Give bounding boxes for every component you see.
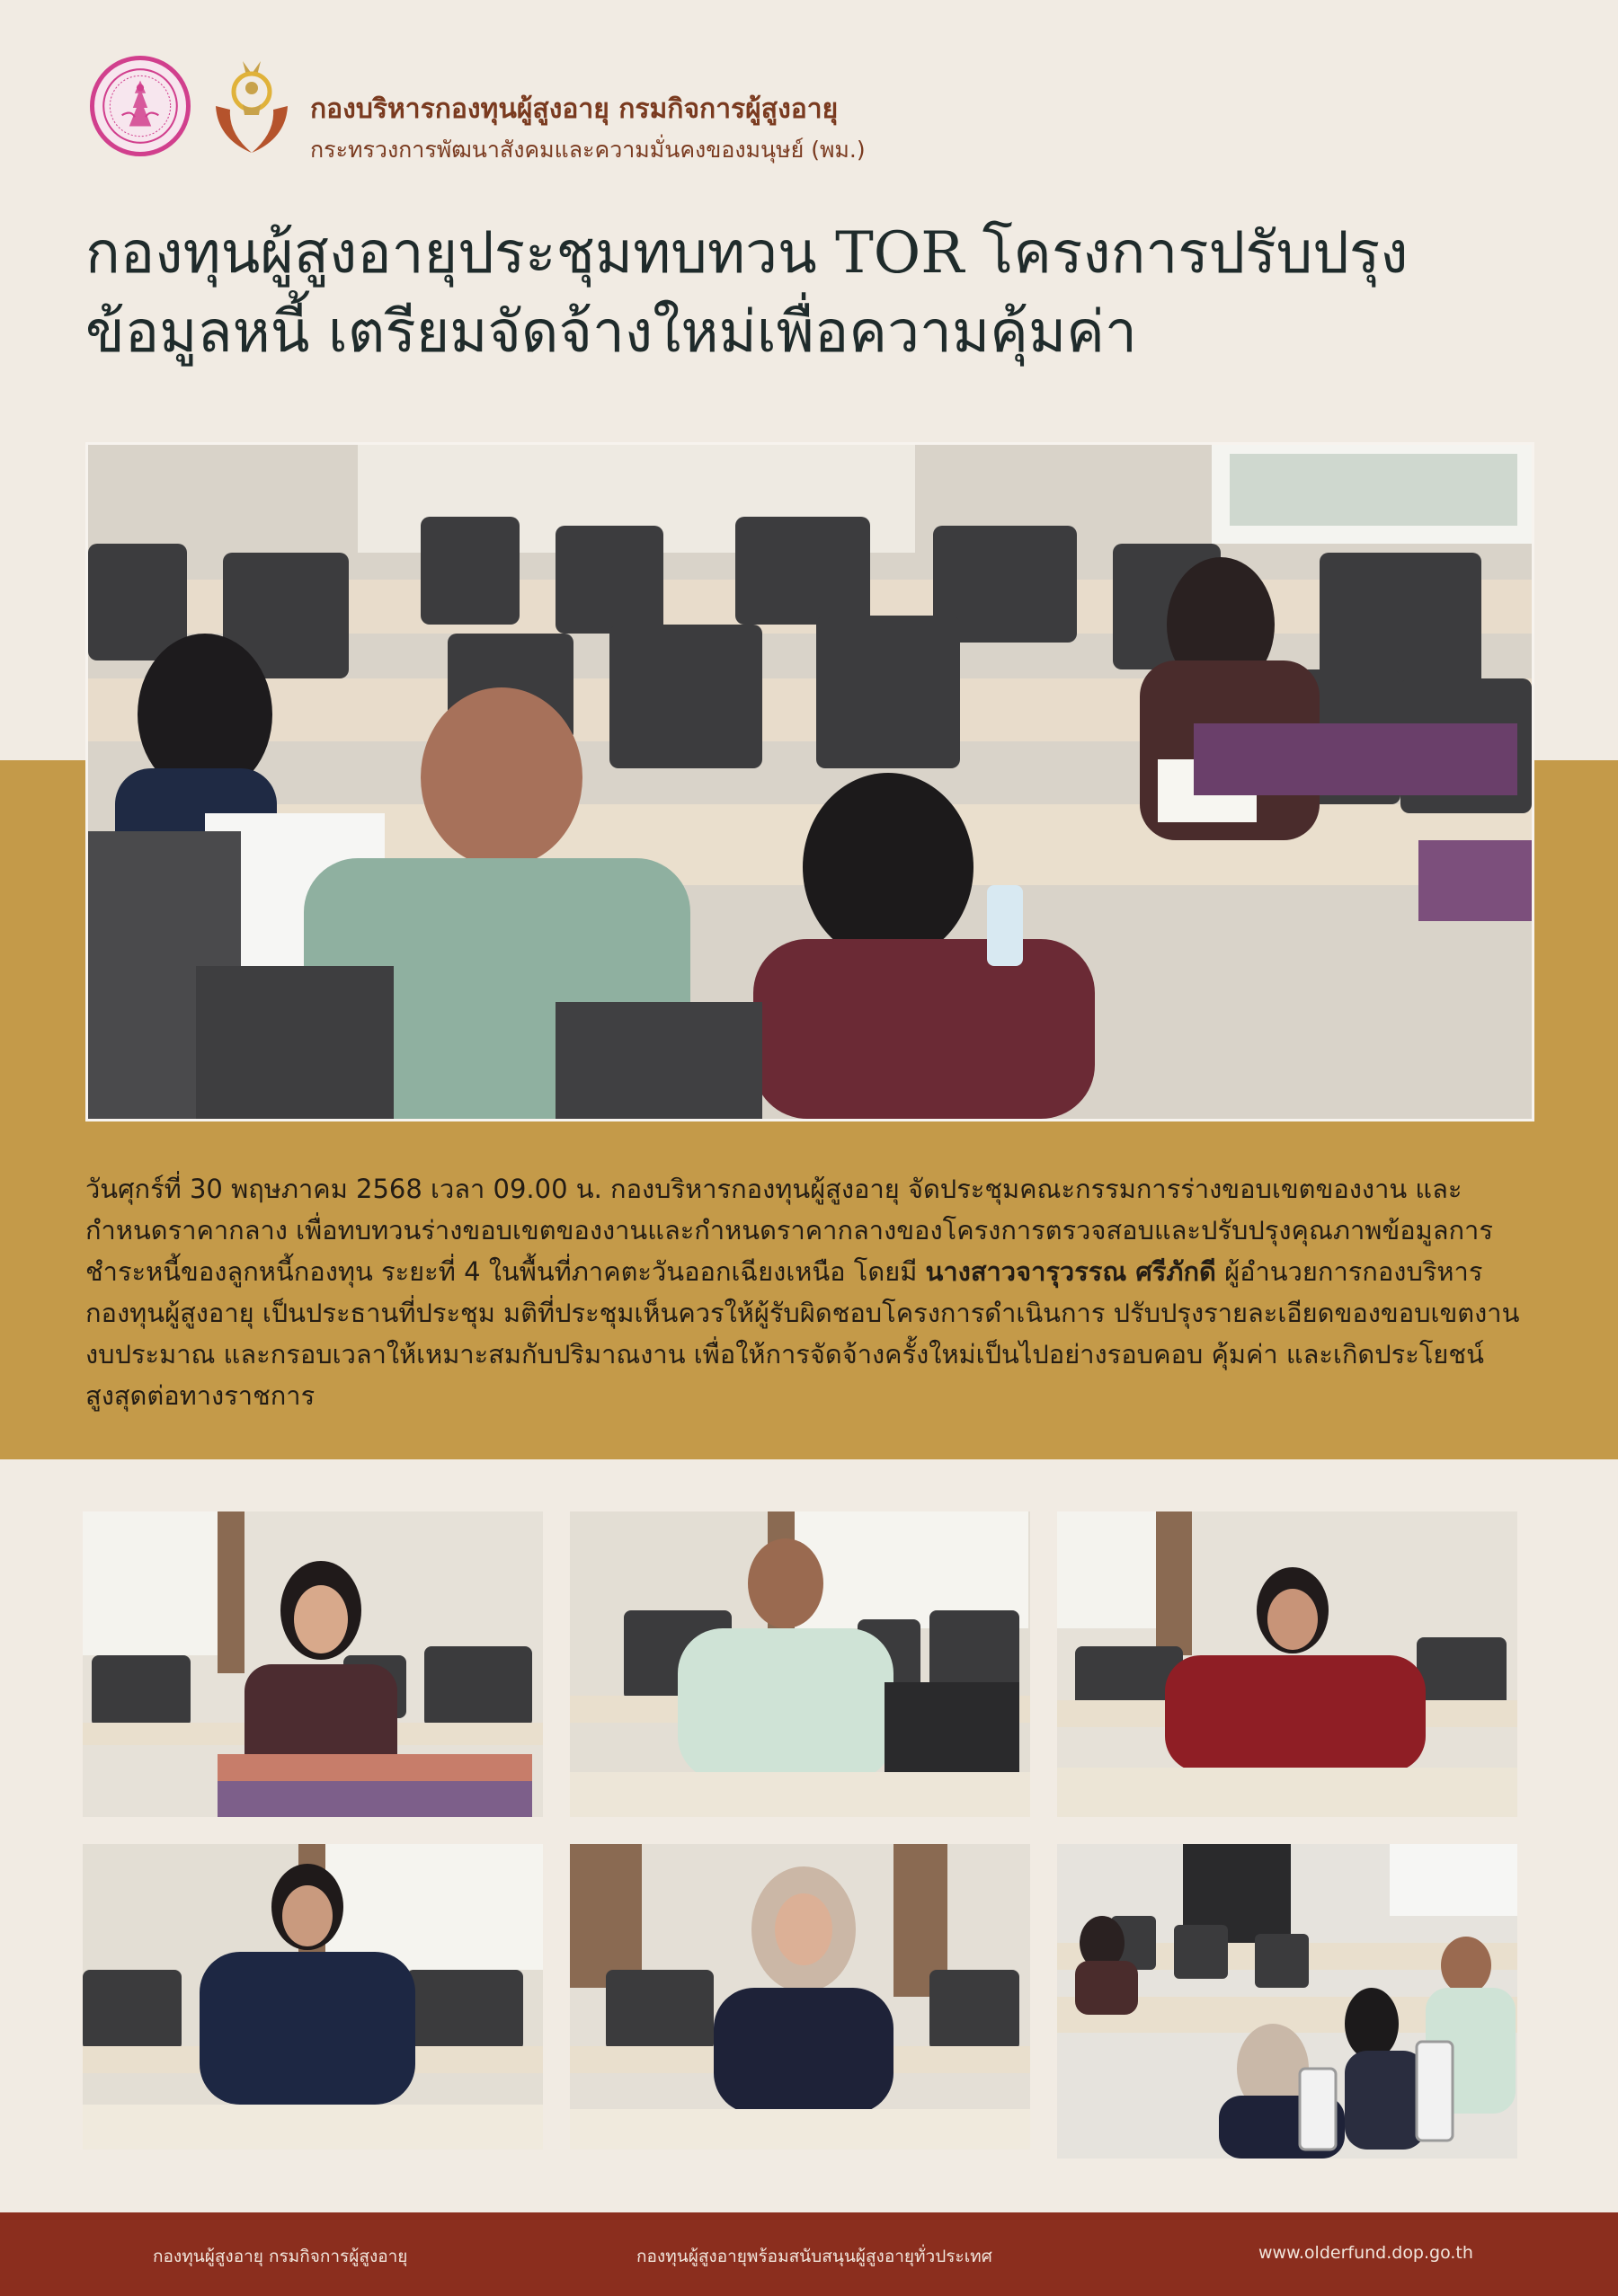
footer-left-text: กองทุนผู้สูงอายุ กรมกิจการผู้สูงอายุ: [153, 2247, 408, 2266]
ministry-name: กระทรวงการพัฒนาสังคมและความมั่นคงของมนุษย์ (พม.): [310, 137, 866, 163]
footer-bar: [0, 2212, 1618, 2296]
photo-woman-reading-documents: [83, 1511, 543, 1817]
article-text-part-2: ผู้อำนวยการกองบริหารกองทุนผู้สูงอายุ เป็นประธานที่ประชุม มติที่ประชุมเห็นควรให้ผู้รับผิดชอบโครงการดำเนินการ ปรับปรุงรายละเอียดของขอบเขตงาน งบประมาณ และกรอบเวลาให้เหมาะสมกับปริมาณงาน เพื่อให้การจัดจ้างครั้งใหม่เป็นไปอย่างรอบคอบ คุ้มค่า และเกิดประโยชน์สูงสุดต่อทางราชการ: [85, 1256, 1520, 1411]
photo-woman-navy-shirt: [83, 1844, 543, 2150]
footer-website-link[interactable]: www.olderfund.dop.go.th: [1258, 2243, 1473, 2263]
photo-meeting-room-overview: [1057, 1844, 1517, 2159]
headline-line-1: กองทุนผู้สูงอายุประชุมทบทวน TOR โครงการปรับปรุง: [85, 220, 1409, 287]
chairperson-name: นางสาวจารุวรรณ ศรีภักดี: [925, 1256, 1216, 1287]
older-fund-logo: [209, 56, 295, 160]
photo-woman-hijab: [570, 1844, 1030, 2150]
photo-man-at-laptop: [570, 1511, 1030, 1817]
headline: [85, 214, 1578, 372]
photo-woman-red-shirt: [1057, 1511, 1517, 1817]
article-body: [85, 1168, 1537, 1416]
article-text-part-1: วันศุกร์ที่ 30 พฤษภาคม 2568 เวลา 09.00 น. กองบริหารกองทุนผู้สูงอายุ จัดประชุมคณะกรรมการร่างขอบเขตของงาน และกำหนดราคากลาง เพื่อทบทวนร่างขอบเขตของงานและกำหนดราคากลางของโครงการตรวจสอบและปรับปรุงคุณภาพข้อมูลการชำระหนี้ของลูกหนี้กองทุน ระยะที่ 4 ในพื้นที่ภาคตะวันออกเฉียงเหนือ โดยมี: [85, 1174, 1493, 1287]
footer-slogan: กองทุนผู้สูงอายุพร้อมสนับสนุนผู้สูงอายุทั่วประเทศ: [636, 2247, 992, 2266]
headline-line-2: ข้อมูลหนี้ เตรียมจัดจ้างใหม่เพื่อความคุ้มค่า: [85, 299, 1137, 366]
main-meeting-photo: [85, 442, 1534, 1121]
ministry-emblem-logo: [90, 56, 191, 156]
organization-name: กองบริหารกองทุนผู้สูงอายุ กรมกิจการผู้สูงอายุ: [310, 93, 839, 125]
